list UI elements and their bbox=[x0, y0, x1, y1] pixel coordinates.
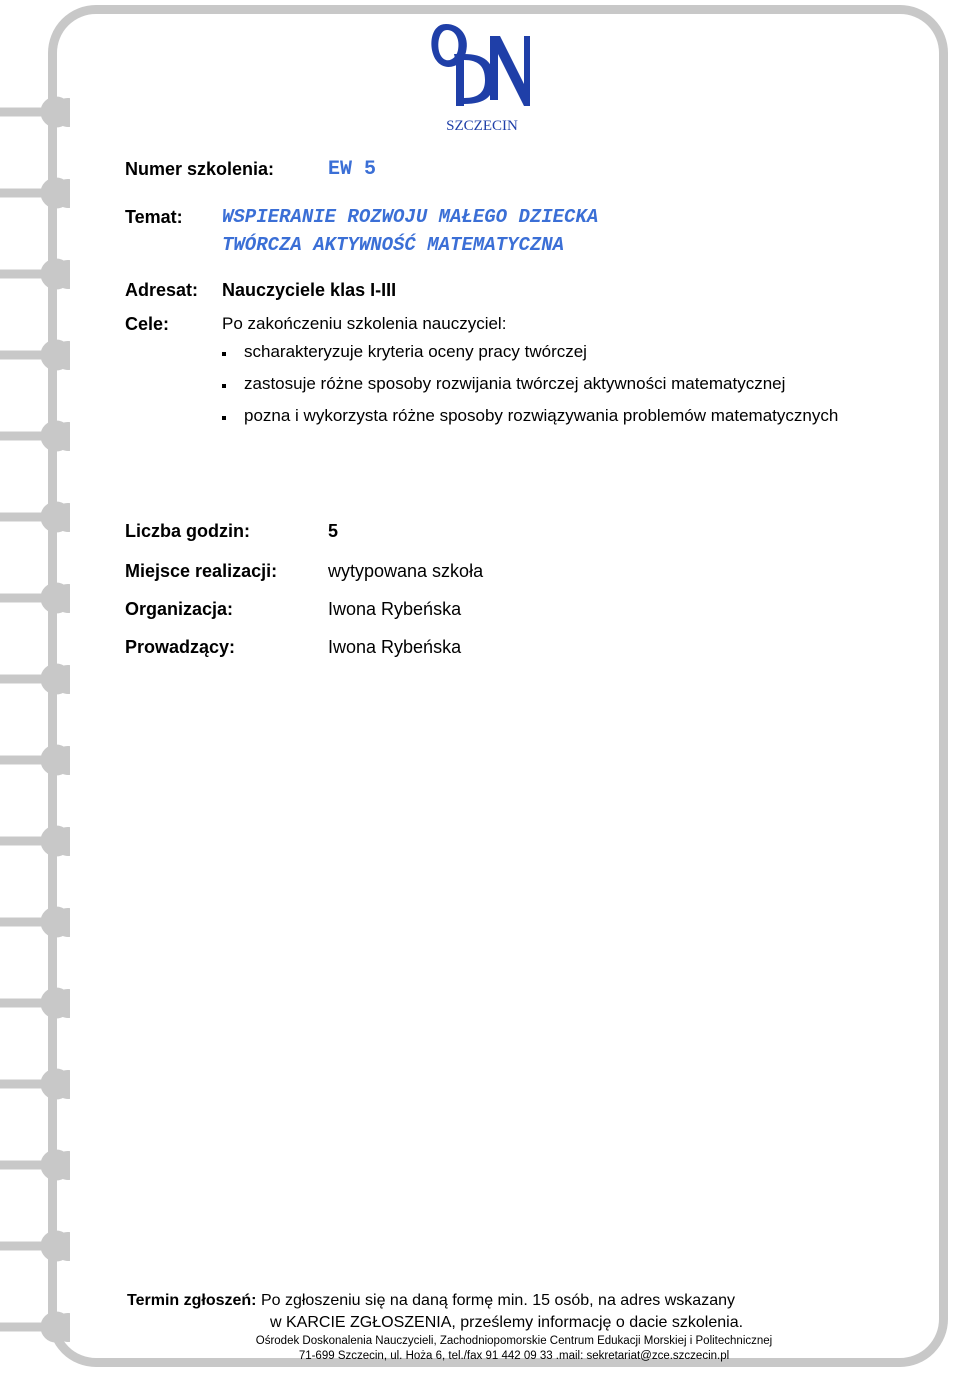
topic-line-1: WSPIERANIE ROZWOJU MAŁEGO DZIECKA bbox=[222, 206, 599, 228]
audience-label: Adresat: bbox=[125, 280, 199, 300]
goal-item bbox=[222, 342, 838, 374]
goals-list bbox=[222, 342, 838, 438]
deadline-text-1: Po zgłoszeniu się na daną formę min. 15 osób, na adres wskazany bbox=[260, 1292, 735, 1309]
goals-label: Cele: bbox=[125, 314, 170, 334]
institution-name: Ośrodek Doskonalenia Nauczycieli, Zachodniopomorskie Centrum Edukacji Morskiej i Politechnicznej bbox=[255, 1335, 773, 1347]
deadline-text-2: w KARCIE ZGŁOSZENIA, prześlemy informację o dacie szkolenia. bbox=[270, 1314, 744, 1331]
audience-value: Nauczyciele klas I-III bbox=[222, 280, 397, 300]
odn-logo bbox=[426, 18, 538, 136]
hours-value: 5 bbox=[328, 521, 339, 541]
organization-value: Iwona Rybeńska bbox=[328, 599, 462, 619]
topic-line-2: TWÓRCZA AKTYWNOŚĆ MATEMATYCZNA bbox=[222, 234, 565, 256]
institution-address: 71-699 Szczecin, ul. Hoża 6, tel./fax 91 442 09 33 .mail: sekretariat@zce.szczecin.pl bbox=[298, 1350, 730, 1362]
goals-intro: Po zakończeniu szkolenia nauczyciel: bbox=[222, 314, 507, 333]
spiral-binding bbox=[0, 0, 70, 1374]
bullet-icon bbox=[222, 384, 226, 388]
goal-item bbox=[222, 374, 838, 406]
place-value: wytypowana szkoła bbox=[328, 561, 484, 581]
number-value: EW 5 bbox=[328, 158, 377, 181]
leader-label: Prowadzący: bbox=[125, 637, 236, 657]
goal-text: pozna i wykorzysta różne sposoby rozwiązywania problemów matematycznych bbox=[244, 406, 839, 425]
number-label: Numer szkolenia: bbox=[125, 159, 275, 179]
topic-label: Temat: bbox=[125, 207, 183, 227]
goal-item bbox=[222, 406, 838, 438]
deadline-block bbox=[127, 1290, 743, 1334]
goal-text: scharakteryzuje kryteria oceny pracy twórczej bbox=[244, 342, 587, 361]
leader-value: Iwona Rybeńska bbox=[328, 637, 462, 657]
deadline-label: Termin zgłoszeń: bbox=[127, 1292, 257, 1309]
place-label: Miejsce realizacji: bbox=[125, 561, 278, 581]
logo-city: SZCZECIN bbox=[446, 118, 518, 134]
goal-text: zastosuje różne sposoby rozwijania twórczej aktywności matematycznej bbox=[244, 374, 786, 393]
bullet-icon bbox=[222, 416, 226, 420]
bullet-icon bbox=[222, 352, 226, 356]
organization-label: Organizacja: bbox=[125, 599, 234, 619]
hours-label: Liczba godzin: bbox=[125, 521, 250, 541]
